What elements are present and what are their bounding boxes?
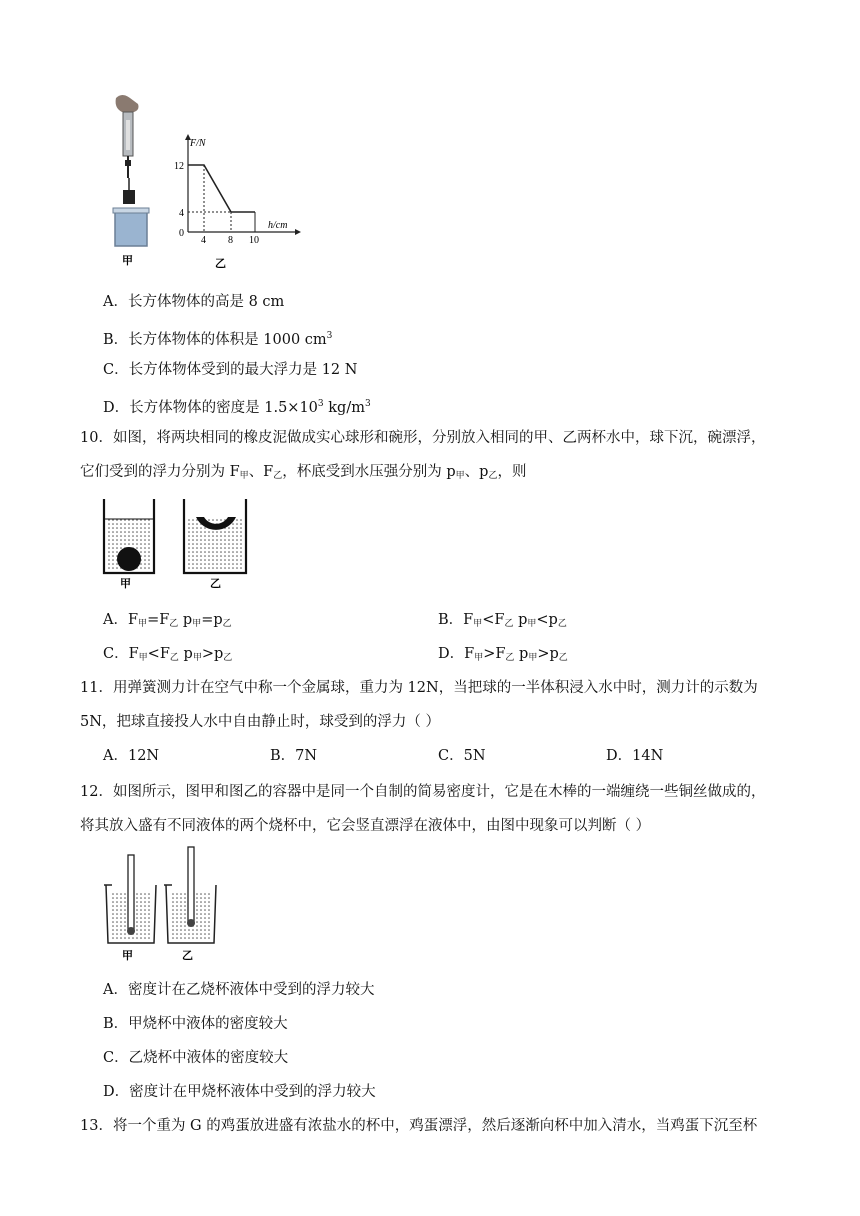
label-yi: 乙 — [210, 577, 221, 590]
label-jia: 甲 — [122, 949, 133, 962]
q11-option-c: C．5N — [438, 748, 486, 764]
block — [123, 190, 135, 204]
clay-ball — [117, 547, 141, 571]
q10-stem-line1: 10．如图，将两块相同的橡皮泥做成实心球形和碗形，分别放入相同的甲、乙两杯水中，球下沉，碗漂浮， — [80, 430, 766, 446]
q11-stem-line2: 5N，把球直接投人水中自由静止时，球受到的浮力（ ） — [80, 714, 441, 730]
y-axis-label: F/N — [190, 138, 206, 149]
label-jia: 甲 — [120, 577, 131, 590]
x-tick: 4 — [201, 235, 206, 246]
q12-option-b: B．甲烧杯中液体的密度较大 — [103, 1016, 288, 1032]
q9-option-c: C．长方体物体受到的最大浮力是 12 N — [103, 362, 358, 378]
q11-option-a: A．12N — [103, 748, 160, 764]
y-tick: 12 — [174, 161, 184, 172]
label-yi: 乙 — [215, 257, 226, 270]
q12-figure — [100, 845, 230, 965]
x-axis-label: h/cm — [268, 220, 288, 231]
q11-option-d: D．14N — [606, 748, 664, 764]
q11-stem-line1: 11．用弹簧测力计在空气中称一个金属球，重力为 12N，当把球的一半体积浸入水中时，测力计的示数为 — [80, 680, 758, 696]
q9-option-d: D．长方体物体的密度是 $1.5\times 10^3$ $kg/m^3$ — [103, 399, 371, 416]
hydrometer — [188, 847, 194, 923]
q12-option-d: D．密度计在甲烧杯液体中受到的浮力较大 — [103, 1084, 376, 1100]
label-jia: 甲 — [122, 254, 133, 267]
q12-option-a: A．密度计在乙烧杯液体中受到的浮力较大 — [103, 982, 375, 998]
q10-option-b: B．$F_甲<F_乙$ $p_甲<p_乙$ — [438, 612, 567, 629]
q12-stem-line1: 12．如图所示，图甲和图乙的容器中是同一个自制的简易密度计，它是在木棒的一端缠绕一些铜丝做成的， — [80, 784, 766, 800]
y-tick: 4 — [179, 208, 184, 219]
q13-stem-line1: 13．将一个重为 G 的鸡蛋放进盛有浓盐水的杯中，鸡蛋漂浮，然后逐渐向杯中加入清水，当鸡蛋下沉至杯 — [80, 1118, 758, 1134]
x-tick: 10 — [249, 235, 259, 246]
q12-option-c: C．乙烧杯中液体的密度较大 — [103, 1050, 289, 1066]
q10-figure — [100, 495, 260, 595]
q12-stem-line2: 将其放入盛有不同液体的两个烧杯中，它会竖直漂浮在液体中，由图中现象可以判断（ ） — [80, 818, 651, 834]
q10-option-a: A．$F_甲=F_乙$ $p_甲=p_乙$ — [103, 612, 232, 629]
beaker — [115, 210, 147, 246]
hand-icon — [116, 95, 139, 112]
q10-stem-line2: 它们受到的浮力分别为 $F_甲$、$F_乙$，杯底受到水压强分别为 $p_甲$、$p_乙$，则 — [80, 464, 527, 481]
label-yi: 乙 — [182, 949, 193, 962]
q9-option-a: A．长方体物体的高是 8 cm — [103, 294, 285, 310]
q9-option-b: B．长方体物体的体积是 1000 $cm^3$ — [103, 331, 333, 348]
x-tick: 8 — [228, 235, 233, 246]
q9-figure — [100, 90, 310, 275]
y-tick: 0 — [179, 228, 184, 239]
q11-option-b: B．7N — [270, 748, 318, 764]
hydrometer — [128, 855, 134, 931]
q10-option-d: D．$F_甲>F_乙$ $p_甲>p_乙$ — [438, 646, 568, 663]
q10-option-c: C．$F_甲<F_乙$ $p_甲>p_乙$ — [103, 646, 233, 663]
